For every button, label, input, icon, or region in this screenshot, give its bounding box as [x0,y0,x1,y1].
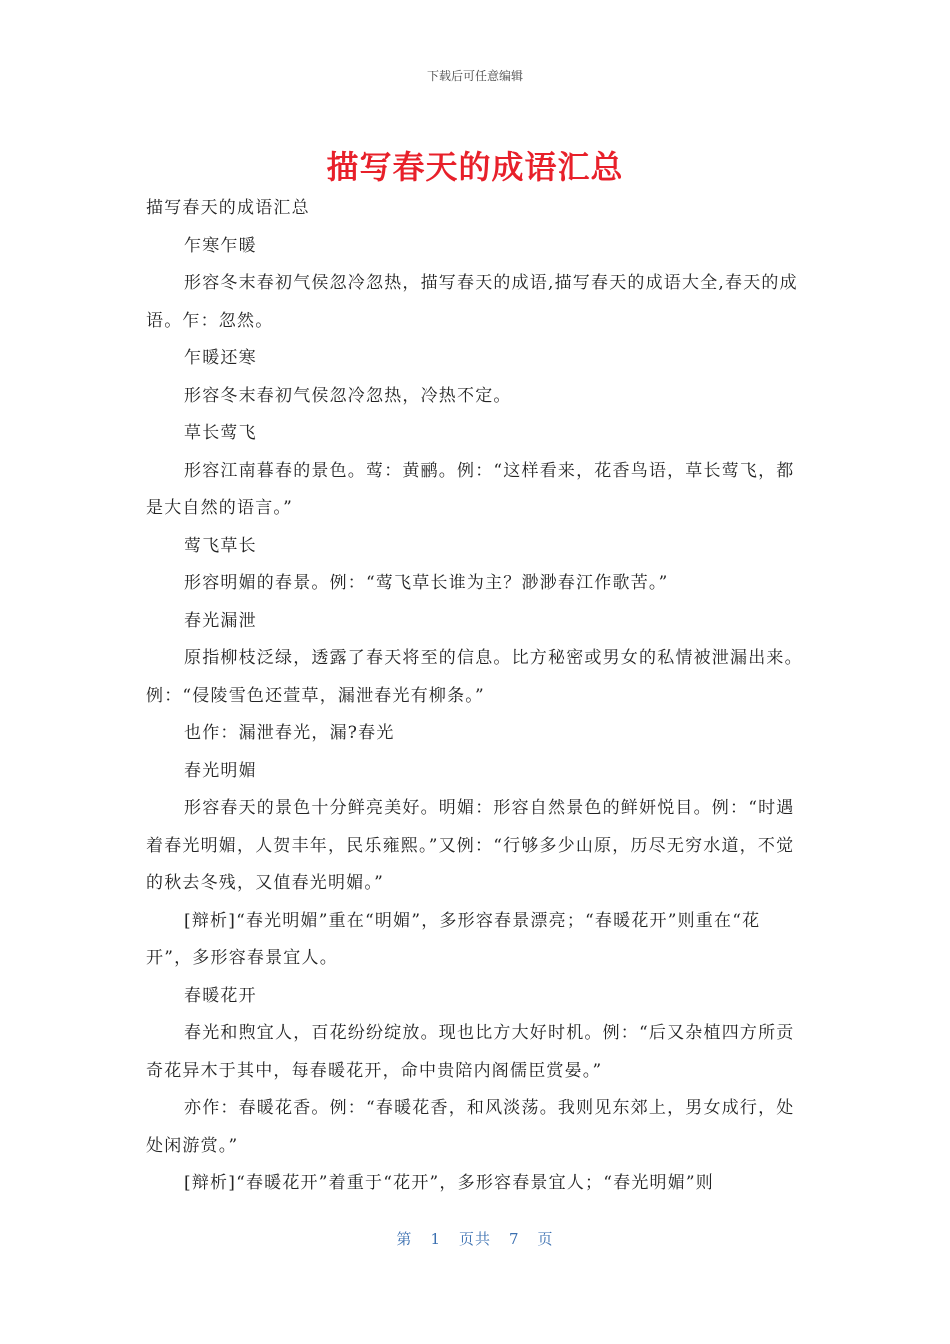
page-footer [0,1228,950,1249]
paragraph: 亦作：春暖花香。例：“春暖花香，和风淡荡。我则见东郊上，男女成行，处处闲游赏。” [146,1098,795,1156]
paragraph: 草长莺飞 [184,423,257,443]
footer-total-pages: 7 [509,1230,520,1248]
document-body [146,190,806,1203]
paragraph: 春光明媚 [184,760,257,781]
paragraph: 春暖花开 [184,985,257,1006]
footer-page-unit: 页共 [458,1230,491,1248]
footer-page-label: 第 [396,1230,413,1248]
paragraph: 形容江南暮春的景色。莺：黄鹂。例：“这样看来，花香鸟语，草长莺飞，都是大自然的语言。” [146,460,795,518]
paragraph: 形容明媚的春景。例：“莺飞草长谁为主？渺渺春江作歌苦。” [184,573,669,593]
footer-total-unit: 页 [537,1230,554,1248]
paragraph: 莺飞草长 [184,535,257,556]
document-title: 描写春天的成语汇总 [326,148,624,186]
page-header-note: 下载后可任意编辑 [426,69,523,83]
paragraph: 也作：漏泄春光，漏?春光 [184,723,395,743]
paragraph: [辩析]“春光明媚”重在“明媚”，多形容春景漂亮；“春暖花开”则重在“花开”，多形容春景宜人。 [146,910,761,968]
footer-page-number: 1 [430,1230,441,1248]
paragraph: 形容冬末春初气侯忽冷忽热，冷热不定。 [184,385,512,406]
paragraph: 春光漏泄 [184,610,257,631]
paragraph: 乍暖还寒 [184,348,257,368]
paragraph: 春光和煦宜人，百花纷纷绽放。现也比方大好时机。例：“后又杂植四方所贡奇花异木于其中，每春暖花开，命中贵陪内阁儒臣赏晏。” [146,1023,795,1081]
paragraph: 描写春天的成语汇总 [146,198,310,218]
paragraph: 形容春天的景色十分鲜亮美好。明媚：形容自然景色的鲜妍悦目。例：“时遇着春光明媚，人贺丰年，民乐雍熙。”又例：“行够多少山原，历尽无穷水道，不觉的秋去冬残，又值春光明媚。” [146,798,795,893]
paragraph: [辩析]“春暖花开”着重于“花开”，多形容春景宜人；“春光明媚”则 [184,1173,715,1193]
paragraph: 形容冬末春初气侯忽冷忽热，描写春天的成语,描写春天的成语大全,春天的成语。乍：忽然。 [146,273,798,331]
paragraph: 乍寒乍暖 [184,235,257,256]
paragraph: 原指柳枝泛绿，透露了春天将至的信息。比方秘密或男女的私情被泄漏出来。例：“侵陵雪色还萱草，漏泄春光有柳条。” [146,648,803,706]
